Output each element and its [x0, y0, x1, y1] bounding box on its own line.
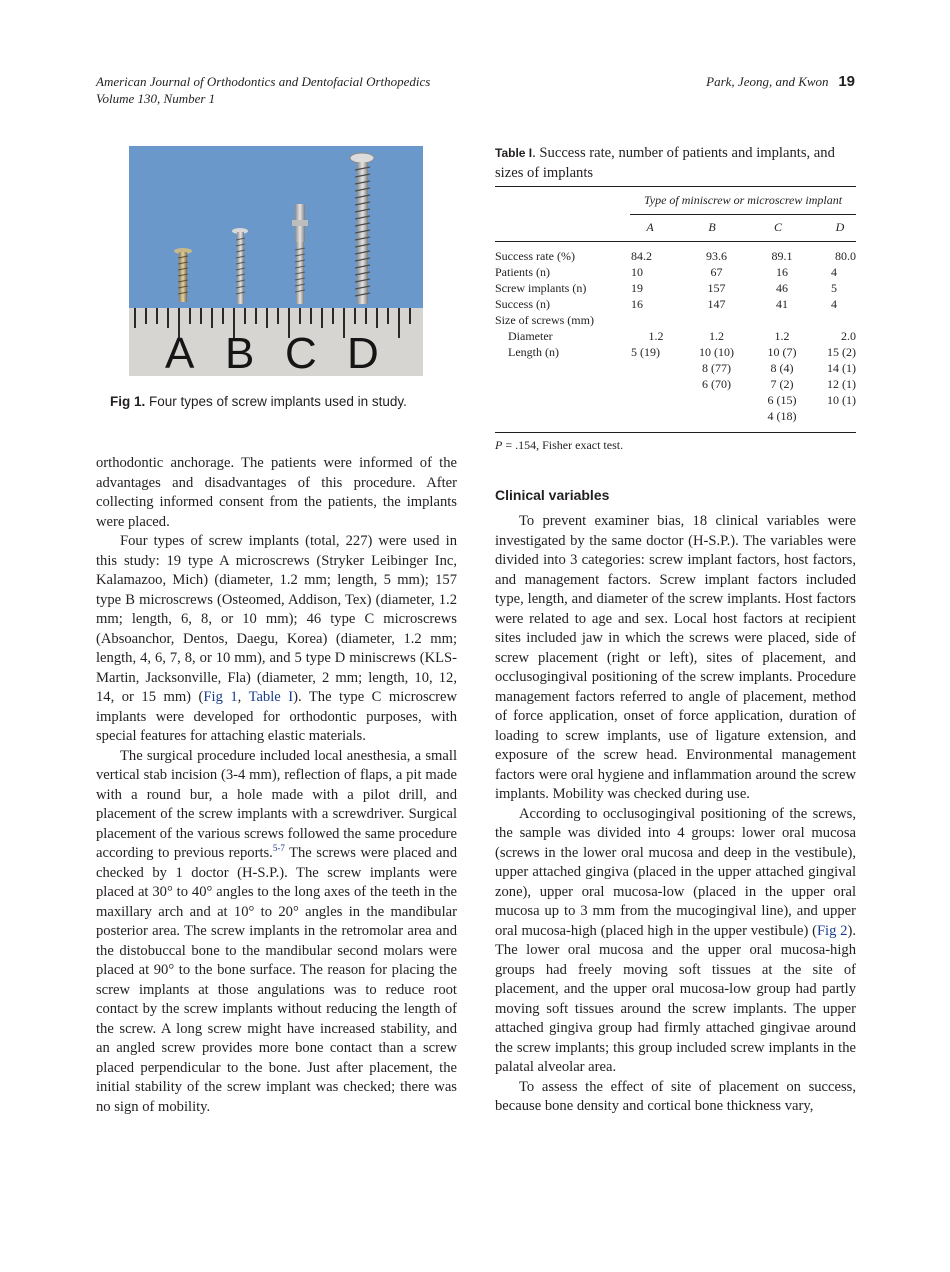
- paragraph: [495, 805, 856, 1078]
- footnote-text: = .154, Fisher exact test.: [502, 438, 624, 452]
- table-label: Table I: [495, 146, 533, 160]
- cell: 8 (77): [702, 361, 731, 375]
- running-header-left: [96, 73, 516, 107]
- cell: [812, 408, 856, 424]
- cell: 12 (1): [827, 377, 856, 391]
- cell: 41: [776, 297, 788, 311]
- journal-title: American Journal of Orthodontics and Dentofacial Orthopedics: [96, 74, 431, 89]
- table-row: [495, 312, 856, 328]
- paragraph: To prevent examiner bias, 18 clinical variables were investigated by the same doctor (H-S.P.). The variables were divided into 3 categories: screw implant factors, host factors, and management factors. Screw implant factors included type, length, and diameter of the screw implants. Host factors were related to age and sex. Local host factors at recipient sites included jaw in which the screws were placed, side of screw placement (right or left), sites of placement, and occlusogingival positioning of the screw implants. Procedure management factors referred to angle of placement, method of force application, onset of force application, duration of loading to screw implants, use of ligature extension, and exposure of the screw head. Environmental management factors were oral hygiene and inflammation around the screw implants. Mobility was checked during use.: [495, 513, 856, 802]
- cell: 147: [707, 297, 726, 311]
- table-row: [495, 264, 856, 280]
- screw-implants-photo: [129, 146, 423, 376]
- row-label: Screw implants (n): [495, 281, 587, 295]
- reference-link[interactable]: 5-7: [272, 843, 285, 854]
- cell: 157: [707, 281, 726, 295]
- table-row: [495, 392, 856, 408]
- fig2-link[interactable]: Fig 2: [816, 922, 848, 939]
- cell: 10 (1): [827, 393, 856, 407]
- cell: [631, 360, 681, 376]
- text-run: The screws were placed and checked by 1 doctor (H-S.P.). The screw implants were placed at 30° to 40° angles to the long axes of the teeth in the maxillary arch and at 10° to 20° angles in the mandibular posterior area. The screw implants in the retromolar area and the distobuccal bone to the mandibular second molars were placed at 90° to the bone surface. The reason for placing the screw implants at those angulations was to reduce root contact by the screw implants without reducing the length of the screw. A long screw might have increased stability, and an angled screw provides more bone contact than a screw placed perpendicular to the bone. Just after placement, the initial stability of the screw implant was checked; there was no sign of mobility.: [96, 845, 458, 1115]
- cell: 80.0: [835, 249, 856, 263]
- row-label: [495, 392, 631, 408]
- cell: [631, 392, 681, 408]
- row-label: [495, 376, 631, 392]
- table-footnote: [495, 438, 623, 453]
- figure-caption-label: Fig 1.: [110, 394, 146, 409]
- row-label: Success rate (%): [495, 249, 575, 263]
- row-label: [495, 360, 631, 376]
- cell: [681, 408, 752, 424]
- col-header-c: C: [773, 220, 782, 234]
- cell: 10 (10): [699, 345, 734, 359]
- figure-1-caption: [110, 394, 450, 409]
- right-column: [495, 512, 856, 1117]
- cell: 84.2: [631, 249, 652, 263]
- cell: 5 (19): [631, 345, 660, 359]
- table-rule-bottom: [495, 432, 856, 433]
- cell: [752, 312, 812, 328]
- table-row: [495, 328, 856, 344]
- cell: 5: [831, 281, 837, 295]
- cell: 1.2: [648, 329, 664, 343]
- label-a: A: [165, 329, 195, 376]
- paragraph: [96, 747, 457, 1118]
- row-label: [495, 408, 631, 424]
- cell: 1.2: [774, 329, 790, 343]
- page-number: 19: [838, 73, 855, 90]
- table-title-text: . Success rate, number of patients and implants, and sizes of implants: [495, 145, 835, 181]
- cell: 6 (15): [767, 393, 797, 407]
- table-body: [495, 248, 856, 424]
- cell: 1.2: [709, 329, 724, 343]
- cell: 16: [631, 297, 643, 311]
- authors: Park, Jeong, and Kwon: [706, 74, 829, 89]
- cell: 2.0: [841, 329, 856, 343]
- table-row: [495, 376, 856, 392]
- table-rule-header: [495, 241, 856, 242]
- cell: 19: [631, 281, 643, 295]
- cell: 67: [710, 265, 723, 279]
- cell: 10: [631, 265, 643, 279]
- row-label: Size of screws (mm): [495, 313, 594, 327]
- cell: 4: [831, 297, 837, 311]
- row-label: Diameter: [508, 329, 553, 343]
- cell: [631, 408, 681, 424]
- table-1-title: [495, 144, 856, 183]
- cell: [681, 312, 752, 328]
- cell: 16: [776, 265, 788, 279]
- cell: 4 (18): [767, 409, 797, 423]
- paragraph: To assess the effect of site of placement on success, because bone density and cortical bone thickness vary,: [495, 1078, 856, 1114]
- label-c: C: [285, 329, 317, 376]
- table-row: [495, 408, 856, 424]
- running-header-right: [706, 73, 855, 90]
- row-label: Patients (n): [495, 265, 550, 279]
- table-rule-group: [630, 214, 856, 215]
- cell: 46: [776, 281, 788, 295]
- text-run: The surgical procedure included local anesthesia, a small vertical stab incision (3-4 mm), reflection of flaps, a pit made with a round bur, a hole made with a pilot drill, and placement of the screw implants with a screwdriver. Surgical placement of the various screws followed the same procedure according to previous reports.: [96, 747, 457, 861]
- cell: 8 (4): [770, 361, 794, 375]
- table1-link[interactable]: Table I: [248, 689, 294, 705]
- fig1-link[interactable]: Fig 1: [203, 689, 238, 705]
- cell: [631, 376, 681, 392]
- text-run: ). The type C microscrew implants were developed for orthodontic purposes, with special features for attaching elastic materials.: [96, 689, 457, 744]
- cell: 10 (7): [767, 345, 797, 359]
- col-header-a: A: [646, 220, 654, 234]
- col-header-d: D: [835, 220, 845, 234]
- cell: 93.6: [706, 249, 727, 263]
- table-row: [495, 280, 856, 296]
- cell: 7 (2): [770, 377, 794, 391]
- label-d: D: [347, 329, 379, 376]
- table-rule-top: [495, 186, 856, 187]
- section-heading: Clinical variables: [495, 487, 610, 503]
- paragraph: [96, 532, 457, 747]
- figure-1-photo: [129, 146, 423, 376]
- cell: [631, 312, 681, 328]
- cell: 14 (1): [827, 361, 856, 375]
- cell: 15 (2): [827, 345, 856, 359]
- text-run: ). The lower oral mucosa and the upper oral mucosa-high groups had freely moving soft tissues at the site of placement, and the upper oral mucosa-low group had partly moving soft tissues around the screw implants. The upper attached gingiva group had firmly attached gingivae around the screw implants; this group included screw implants in the palatal alveolar area.: [495, 922, 856, 1075]
- table-row: [495, 296, 856, 312]
- paragraph: orthodontic anchorage. The patients were informed of the advantages and disadvantages of this procedure. After collecting informed consent from the patients, the implants were placed.: [96, 455, 457, 530]
- row-label: Success (n): [495, 297, 550, 311]
- cell: 89.1: [771, 249, 793, 263]
- text-run: ,: [237, 689, 249, 705]
- figure-caption-text: Four types of screw implants used in study.: [149, 394, 407, 409]
- row-label: Length (n): [508, 345, 559, 359]
- table-row: [495, 248, 856, 264]
- footnote-p: P: [495, 438, 503, 452]
- cell: 6 (70): [702, 377, 731, 391]
- text-run: According to occlusogingival positioning of the screws, the sample was divided into 4 groups: lower oral mucosa (screws in the lower oral mucosa and deep in the vestibule), upper attached gingiva (placed in the upper attached gingival zone), upper oral mucosa-low (placed in the upper oral mucosa up to 3 mm from the mucogingival line), and upper oral mucosa-high (placed high in the upper vestibule) (: [495, 805, 856, 939]
- cell: [812, 312, 856, 328]
- text-run: Four types of screw implants (total, 227) were used in this study: 19 type A microscrews (Stryker Leibinger Inc, Kalamazoo, Mich) (diameter, 1.2 mm; length, 5 mm); 157 type B microscrews (Osteomed, Addison, Tex) (diameter, 1.2 mm; length, 6, 8, or 10 mm); 46 type C microscrews (Absoanchor, Dentos, Daegu, Korea) (diameter, 1.2 mm; length, 4, 6, 7, 8, or 10 mm), and 5 type D miniscrews (KLS-Martin, Jacksonville, Fla) (diameter, 2 mm; length, 10, 12, 14, or 15 mm) (: [96, 533, 457, 705]
- table-group-header: Type of miniscrew or microscrew implant: [643, 193, 843, 207]
- col-header-b: B: [708, 220, 716, 234]
- journal-volume: Volume 130, Number 1: [96, 91, 216, 106]
- table-row: [495, 360, 856, 376]
- table-row: [495, 344, 856, 360]
- cell: 4: [831, 265, 837, 279]
- left-column: [96, 454, 457, 1117]
- label-b: B: [225, 329, 255, 376]
- cell: [681, 392, 752, 408]
